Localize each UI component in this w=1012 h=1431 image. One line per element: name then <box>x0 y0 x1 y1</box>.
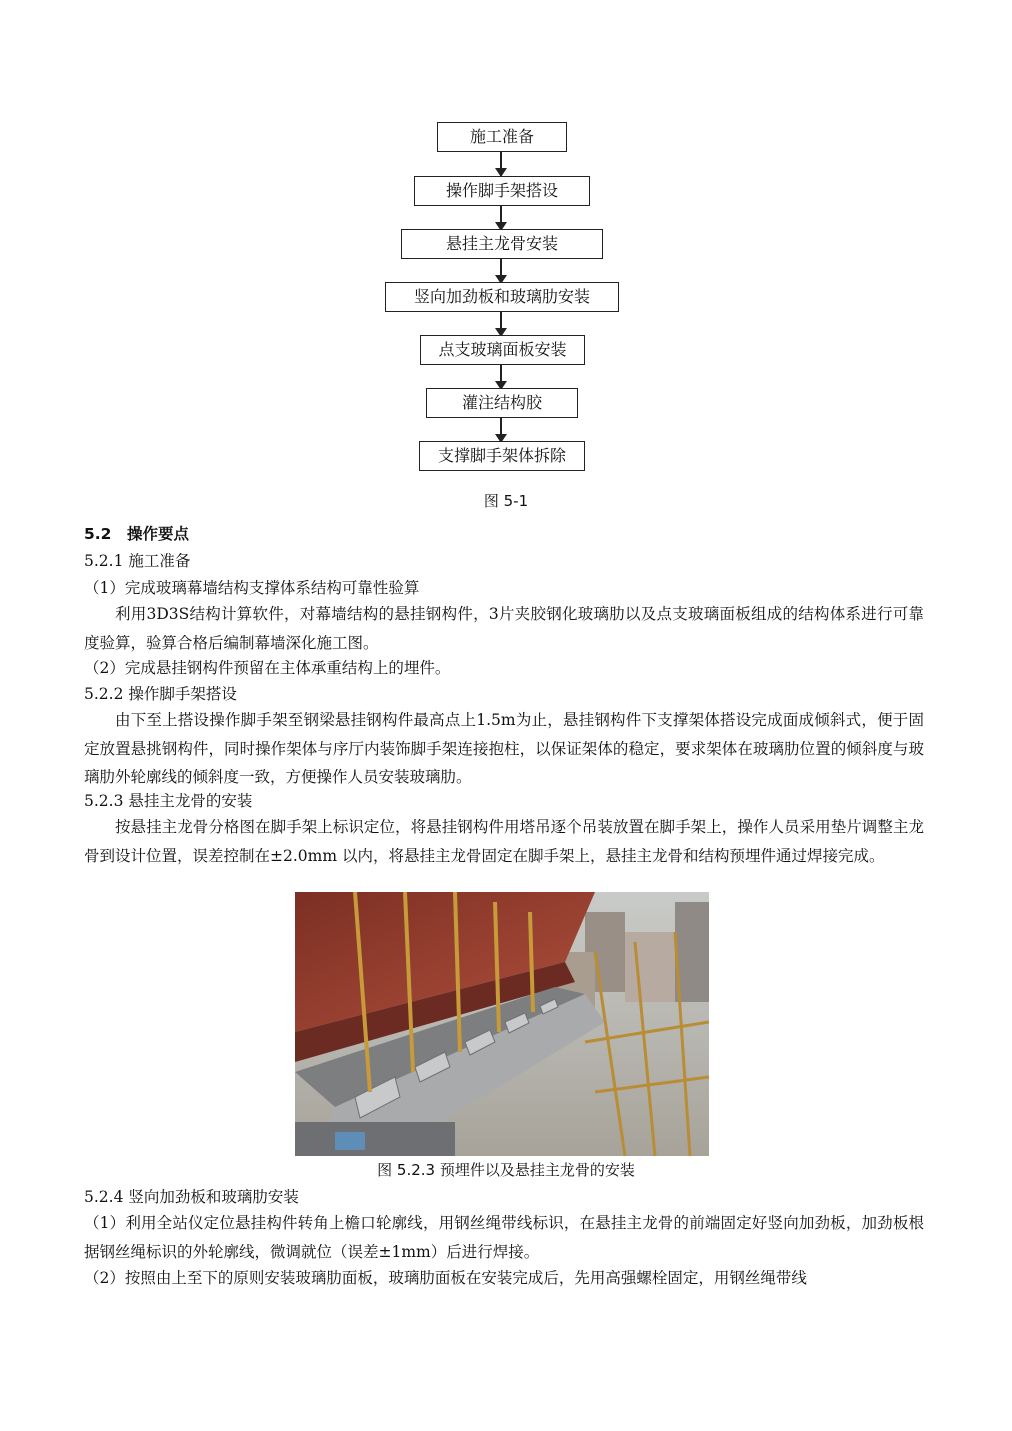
subsection-title: 5.2.3 悬挂主龙骨的安装 <box>84 792 253 810</box>
flow-arrow <box>500 312 502 336</box>
flow-step-5: 点支玻璃面板安装 <box>420 335 585 365</box>
flow-arrow <box>500 259 502 283</box>
flow-arrow <box>500 152 502 176</box>
construction-photo <box>295 892 709 1156</box>
photo-caption: 图 5.2.3 预埋件以及悬挂主龙骨的安装 <box>377 1161 635 1179</box>
paragraph: 按悬挂主龙骨分格图在脚手架上标识定位，将悬挂钢构件用塔吊逐个吊装放置在脚手架上，操作人员采用垫片调整主龙骨到设计位置，误差控制在±2.0mm 以内，将悬挂主龙骨固定在脚手架上，悬挂主龙骨和结构预埋件通过焊接完成。 <box>84 818 924 865</box>
flow-step-6: 灌注结构胶 <box>426 388 578 418</box>
flow-arrow <box>500 418 502 442</box>
construction-photo-illustration <box>295 892 709 1156</box>
list-item: （1）利用全站仪定位悬挂构件转角上檐口轮廓线，用钢丝绳带线标识，在悬挂主龙骨的前端固定好竖向加劲板，加劲板根据钢丝绳标识的外轮廓线，微调就位（误差±1mm）后进行焊接。 <box>84 1214 924 1261</box>
process-flowchart <box>0 0 1012 520</box>
flow-arrow <box>500 206 502 230</box>
flow-step-2: 操作脚手架搭设 <box>414 176 590 206</box>
paragraph: 由下至上搭设操作脚手架至钢梁悬挂钢构件最高点上1.5m为止，悬挂钢构件下支撑架体搭设完成面成倾斜式，便于固定放置悬挑钢构件，同时操作架体与序厅内装饰脚手架连接抱柱，以保证架体的稳定，要求架体在玻璃肋位置的倾斜度与玻璃肋外轮廓线的倾斜度一致，方便操作人员安装玻璃肋。 <box>84 711 924 786</box>
flow-step-4: 竖向加劲板和玻璃肋安装 <box>385 282 619 312</box>
flow-arrow <box>500 365 502 389</box>
list-item: （2）按照由上至下的原则安装玻璃肋面板，玻璃肋面板在安装完成后，先用高强螺栓固定，用钢丝绳带线 <box>84 1269 807 1287</box>
section-heading: 5.2 操作要点 <box>84 525 189 543</box>
flow-step-1: 施工准备 <box>437 122 567 152</box>
flowchart-caption: 图 5-1 <box>483 492 529 510</box>
flow-step-3: 悬挂主龙骨安装 <box>401 229 603 259</box>
paragraph: 利用3D3S结构计算软件，对幕墙结构的悬挂钢构件，3片夹胶钢化玻璃肋以及点支玻璃面板组成的结构体系进行可靠度验算，验算合格后编制幕墙深化施工图。 <box>84 605 924 652</box>
subsection-title: 5.2.1 施工准备 <box>84 552 191 570</box>
list-item: （2）完成悬挂钢构件预留在主体承重结构上的埋件。 <box>84 659 451 677</box>
subsection-title: 5.2.4 竖向加劲板和玻璃肋安装 <box>84 1188 299 1206</box>
list-item: （1）完成玻璃幕墙结构支撑体系结构可靠性验算 <box>84 579 420 597</box>
flow-step-7: 支撑脚手架体拆除 <box>419 441 585 471</box>
subsection-title: 5.2.2 操作脚手架搭设 <box>84 685 237 703</box>
